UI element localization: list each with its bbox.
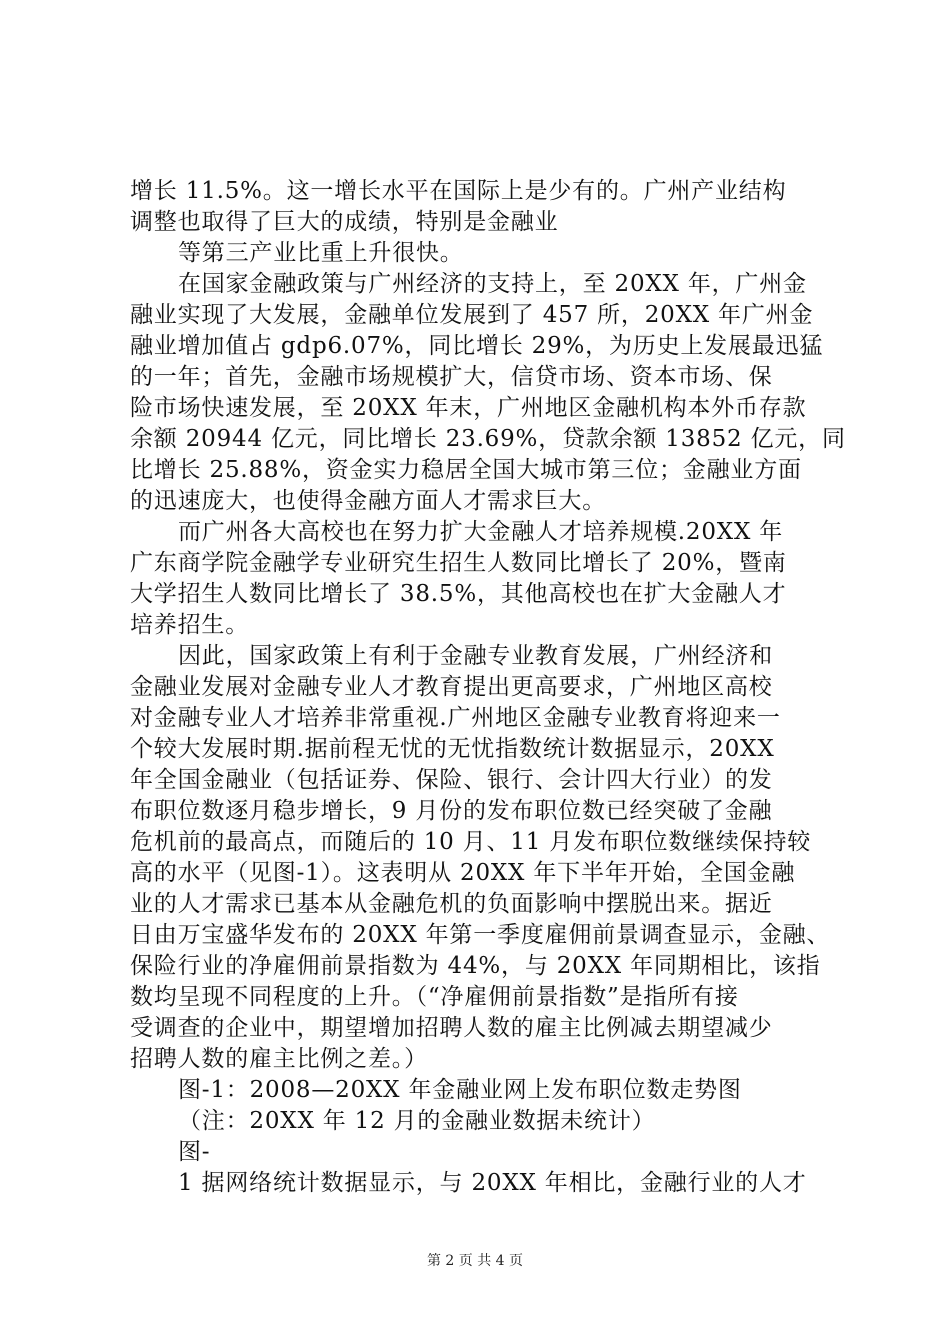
text-line: 布职位数逐月稳步增长，9 月份的发布职位数已经突破了金融 (130, 798, 773, 824)
text-line: 险市场快速发展，至 20XX 年末，广州地区金融机构本外币存款 (130, 395, 807, 421)
text-line: 保险行业的净雇佣前景指数为 44%，与 20XX 年同期相比，该指 (130, 953, 821, 979)
text-line: 培养招生。 (130, 612, 249, 638)
paragraph-start-line: 而广州各大高校也在努力扩大金融人才培养规模.20XX 年 (178, 519, 784, 545)
text-line: 个较大发展时期.据前程无忧的无忧指数统计数据显示，20XX (130, 736, 775, 762)
text-line: 增长 11.5%。这一增长水平在国际上是少有的。广州产业结构 (130, 178, 787, 204)
text-line: 等第三产业比重上升很快。 (178, 240, 464, 266)
text-line: 比增长 25.88%，资金实力稳居全国大城市第三位；金融业方面 (130, 457, 802, 483)
paragraph-start-line: 在国家金融政策与广州经济的支持上，至 20XX 年，广州金 (178, 271, 807, 297)
text-line: 1 据网络统计数据显示，与 20XX 年相比，金融行业的人才 (178, 1170, 807, 1196)
figure-caption: 图-1：2008—20XX 年金融业网上发布职位数走势图 (178, 1077, 742, 1103)
text-line: 数均呈现不同程度的上升。（“净雇佣前景指数”是指所有接 (130, 984, 739, 1010)
text-line: 调整也取得了巨大的成绩，特别是金融业 (130, 209, 559, 235)
text-line: 融业增加值占 gdp6.07%，同比增长 29%，为历史上发展最迅猛 (130, 333, 824, 359)
text-line: 金融业发展对金融专业人才教育提出更高要求，广州地区高校 (130, 674, 773, 700)
text-line: 危机前的最高点，而随后的 10 月、11 月发布职位数继续保持较 (130, 829, 812, 855)
text-line: 余额 20944 亿元，同比增长 23.69%，贷款余额 13852 亿元，同 (130, 426, 846, 452)
paragraph-start-line: 因此，国家政策上有利于金融专业教育发展，广州经济和 (178, 643, 773, 669)
text-line: 对金融专业人才培养非常重视.广州地区金融专业教育将迎来一 (130, 705, 781, 731)
text-line: 融业实现了大发展，金融单位发展到了 457 所，20XX 年广州金 (130, 302, 814, 328)
figure-note: （注：20XX 年 12 月的金融业数据未统计） (178, 1108, 656, 1134)
text-line: 广东商学院金融学专业研究生招生人数同比增长了 20%，暨南 (130, 550, 787, 576)
text-line: 的迅速庞大，也使得金融方面人才需求巨大。 (130, 488, 606, 514)
page-footer: 第 2 页 共 4 页 (426, 1253, 524, 1269)
text-line: 高的水平（见图-1）。这表明从 20XX 年下半年开始，全国金融 (130, 860, 796, 886)
text-line: 受调查的企业中，期望增加招聘人数的雇主比例减去期望减少 (130, 1015, 773, 1041)
text-line: 日由万宝盛华发布的 20XX 年第一季度雇佣前景调查显示，金融、 (130, 922, 831, 948)
text-line: 招聘人数的雇主比例之差。） (130, 1046, 428, 1072)
text-line: 大学招生人数同比增长了 38.5%，其他高校也在扩大金融人才 (130, 581, 787, 607)
text-line: 业的人才需求已基本从金融危机的负面影响中摆脱出来。据近 (130, 891, 773, 917)
text-line: 年全国金融业（包括证券、保险、银行、会计四大行业）的发 (130, 767, 773, 793)
figure-label: 图- (178, 1139, 211, 1165)
text-line: 的一年；首先，金融市场规模扩大，信贷市场、资本市场、保 (130, 364, 773, 390)
